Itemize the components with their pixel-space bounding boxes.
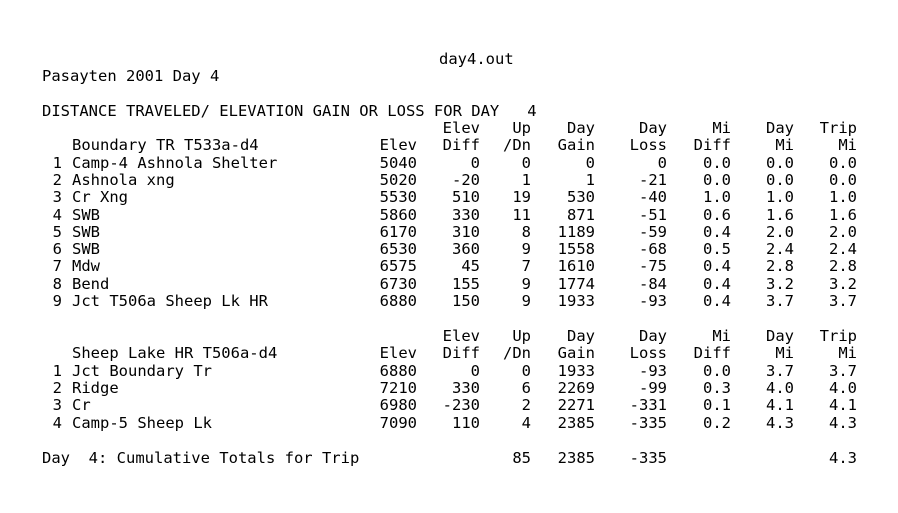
table-cell: 6530 <box>379 240 417 259</box>
row-number: 2 <box>52 170 62 189</box>
table-cell: 3.7 <box>766 292 794 310</box>
table-cell: 530 <box>567 188 595 207</box>
table-cell: 2385 <box>557 413 595 432</box>
table-row <box>0 206 898 224</box>
point-name: Cr <box>72 396 91 415</box>
table-cell: 9 <box>521 274 531 293</box>
table-cell: 1 <box>585 170 595 189</box>
column-header: Day <box>639 119 667 137</box>
table-cell: 5020 <box>379 170 417 189</box>
table-cell: 0.6 <box>703 205 731 224</box>
table-cell: 0.4 <box>703 222 731 241</box>
table-cell: 1.0 <box>766 188 794 207</box>
table-cell: -335 <box>629 413 667 432</box>
table-cell: -93 <box>639 292 667 310</box>
table-cell: 510 <box>452 188 480 207</box>
column-header: Mi <box>838 136 857 155</box>
totals-label: Day 4: Cumulative Totals for Trip <box>42 449 360 467</box>
row-number: 4 <box>52 413 62 432</box>
column-header: Mi <box>712 119 731 137</box>
table-cell: 6170 <box>379 222 417 241</box>
table-cell: 4.0 <box>829 378 857 397</box>
table-row <box>0 188 898 206</box>
column-header: Day <box>766 119 794 137</box>
column-header: Elev <box>442 119 480 137</box>
table-cell: 4.1 <box>829 396 857 415</box>
table-row <box>0 379 898 397</box>
report-title: Pasayten 2001 Day 4 <box>42 67 220 85</box>
table-cell: -40 <box>639 188 667 207</box>
table-cell: 5860 <box>379 205 417 224</box>
row-number: 6 <box>52 240 62 259</box>
table-cell: 0.0 <box>703 361 731 380</box>
table-cell: 360 <box>452 240 480 259</box>
table-cell: 5530 <box>379 188 417 207</box>
table-cell: 4.3 <box>766 413 794 432</box>
row-number: 3 <box>52 396 62 415</box>
table-row <box>0 223 898 241</box>
table-row <box>0 257 898 275</box>
table-cell: 9 <box>521 292 531 310</box>
totals-day-loss: -335 <box>629 449 667 467</box>
table-cell: 3.2 <box>766 274 794 293</box>
table-cell: 6730 <box>379 274 417 293</box>
point-name: Ridge <box>72 378 119 397</box>
table-cell: 2.8 <box>766 257 794 276</box>
totals-up-dn: 85 <box>512 449 531 467</box>
segment-header <box>0 344 898 362</box>
table-cell: 4.0 <box>766 378 794 397</box>
table-cell: 330 <box>452 205 480 224</box>
table-cell: 0.4 <box>703 274 731 293</box>
segment-name: Boundary TR T533a-d4 <box>72 136 259 155</box>
column-header: Elev <box>442 327 480 345</box>
table-row <box>0 154 898 172</box>
table-cell: 0 <box>470 153 480 172</box>
row-number: 1 <box>52 361 62 380</box>
point-name: SWB <box>72 205 100 224</box>
row-number: 7 <box>52 257 62 276</box>
table-cell: 0.0 <box>829 170 857 189</box>
column-header: Up <box>512 327 531 345</box>
table-cell: 871 <box>567 205 595 224</box>
table-cell: 155 <box>452 274 480 293</box>
column-header: Day <box>639 327 667 345</box>
table-cell: 330 <box>452 378 480 397</box>
point-name: Cr Xng <box>72 188 128 207</box>
table-cell: 0.3 <box>703 378 731 397</box>
table-cell: 2.4 <box>829 240 857 259</box>
table-cell: 0.4 <box>703 292 731 310</box>
point-name: Camp-4 Ashnola Shelter <box>72 153 278 172</box>
table-cell: 0.0 <box>703 170 731 189</box>
column-header: Trip <box>819 119 857 137</box>
table-cell: 9 <box>521 240 531 259</box>
table-cell: -68 <box>639 240 667 259</box>
column-header: Gain <box>557 136 595 155</box>
table-cell: -331 <box>629 396 667 415</box>
table-cell: -230 <box>442 396 480 415</box>
point-name: Bend <box>72 274 110 293</box>
column-header: Day <box>766 327 794 345</box>
table-cell: 8 <box>521 222 531 241</box>
table-cell: 0 <box>521 153 531 172</box>
table-cell: -84 <box>639 274 667 293</box>
column-header-top <box>0 119 898 137</box>
column-header: Mi <box>775 344 794 363</box>
table-cell: 0.0 <box>766 153 794 172</box>
table-cell: -59 <box>639 222 667 241</box>
table-cell: 2.4 <box>766 240 794 259</box>
column-header: Diff <box>442 136 480 155</box>
table-cell: 0.1 <box>703 396 731 415</box>
report-title-line <box>0 49 898 85</box>
table-row <box>0 362 898 380</box>
table-cell: 4 <box>521 413 531 432</box>
row-number: 4 <box>52 205 62 224</box>
table-cell: 5040 <box>379 153 417 172</box>
table-cell: -51 <box>639 205 667 224</box>
column-header: Loss <box>629 136 667 155</box>
point-name: Jct T506a Sheep Lk HR <box>72 292 268 310</box>
table-cell: 2.0 <box>766 222 794 241</box>
file-title-line <box>0 32 898 68</box>
column-header: Loss <box>629 344 667 363</box>
column-header: Diff <box>693 344 731 363</box>
column-header: Elev <box>379 136 417 155</box>
table-cell: 1933 <box>557 292 595 310</box>
table-cell: 0.0 <box>829 153 857 172</box>
table-cell: 3.7 <box>766 361 794 380</box>
column-header: Trip <box>819 327 857 345</box>
point-name: SWB <box>72 222 100 241</box>
table-cell: 7 <box>521 257 531 276</box>
table-cell: 0 <box>657 153 667 172</box>
table-row <box>0 414 898 432</box>
totals-day-gain: 2385 <box>557 449 595 467</box>
column-header: Gain <box>557 344 595 363</box>
table-row <box>0 396 898 414</box>
column-header: Diff <box>693 136 731 155</box>
table-cell: 0.4 <box>703 257 731 276</box>
table-cell: -99 <box>639 378 667 397</box>
table-cell: 310 <box>452 222 480 241</box>
table-cell: 1558 <box>557 240 595 259</box>
segment-header <box>0 136 898 154</box>
table-cell: 2.8 <box>829 257 857 276</box>
point-name: Ashnola xng <box>72 170 175 189</box>
table-cell: 1933 <box>557 361 595 380</box>
table-cell: 45 <box>461 257 480 276</box>
point-name: Camp-5 Sheep Lk <box>72 413 212 432</box>
table-row <box>0 292 898 310</box>
column-header: Mi <box>775 136 794 155</box>
table-cell: 1189 <box>557 222 595 241</box>
table-cell: 7210 <box>379 378 417 397</box>
table-cell: 0 <box>521 361 531 380</box>
table-cell: 3.7 <box>829 292 857 310</box>
table-cell: 6575 <box>379 257 417 276</box>
row-number: 5 <box>52 222 62 241</box>
column-header: Diff <box>442 344 480 363</box>
table-cell: 6 <box>521 378 531 397</box>
point-name: Mdw <box>72 257 100 276</box>
table-cell: 2271 <box>557 396 595 415</box>
table-cell: 11 <box>512 205 531 224</box>
row-number: 3 <box>52 188 62 207</box>
table-cell: 2269 <box>557 378 595 397</box>
table-cell: 1610 <box>557 257 595 276</box>
column-header: Mi <box>712 327 731 345</box>
table-cell: 6880 <box>379 292 417 310</box>
table-cell: 0 <box>470 361 480 380</box>
table-cell: -21 <box>639 170 667 189</box>
point-name: SWB <box>72 240 100 259</box>
row-number: 9 <box>52 292 62 310</box>
table-cell: 3.7 <box>829 361 857 380</box>
table-row <box>0 240 898 258</box>
segment-name: Sheep Lake HR T506a-d4 <box>72 344 278 363</box>
table-cell: 2 <box>521 396 531 415</box>
table-cell: 1.0 <box>829 188 857 207</box>
table-cell: 7090 <box>379 413 417 432</box>
table-cell: 2.0 <box>829 222 857 241</box>
table-cell: 0.5 <box>703 240 731 259</box>
table-row <box>0 171 898 189</box>
column-header: Up <box>512 119 531 137</box>
table-cell: 0.0 <box>766 170 794 189</box>
row-number: 1 <box>52 153 62 172</box>
table-cell: -20 <box>452 170 480 189</box>
column-header: Mi <box>838 344 857 363</box>
table-cell: 1774 <box>557 274 595 293</box>
column-header: Day <box>567 327 595 345</box>
table-cell: -75 <box>639 257 667 276</box>
section-heading-line <box>0 84 898 120</box>
table-cell: 4.1 <box>766 396 794 415</box>
point-name: Jct Boundary Tr <box>72 361 212 380</box>
table-cell: 0.2 <box>703 413 731 432</box>
table-cell: 3.2 <box>829 274 857 293</box>
table-cell: 1.6 <box>766 205 794 224</box>
column-header: /Dn <box>503 344 531 363</box>
file-title: day4.out <box>439 50 514 68</box>
table-cell: 1.0 <box>703 188 731 207</box>
table-cell: 150 <box>452 292 480 310</box>
totals-trip-mi: 4.3 <box>829 449 857 467</box>
table-cell: 1 <box>521 170 531 189</box>
column-header: /Dn <box>503 136 531 155</box>
column-header: Day <box>567 119 595 137</box>
row-number: 2 <box>52 378 62 397</box>
table-cell: -93 <box>639 361 667 380</box>
table-cell: 6980 <box>379 396 417 415</box>
row-number: 8 <box>52 274 62 293</box>
table-cell: 0.0 <box>703 153 731 172</box>
table-row <box>0 275 898 293</box>
totals-row <box>0 449 898 467</box>
table-cell: 1.6 <box>829 205 857 224</box>
table-cell: 4.3 <box>829 413 857 432</box>
table-cell: 110 <box>452 413 480 432</box>
column-header-top <box>0 327 898 345</box>
table-cell: 0 <box>585 153 595 172</box>
column-header: Elev <box>379 344 417 363</box>
table-cell: 19 <box>512 188 531 207</box>
table-cell: 6880 <box>379 361 417 380</box>
section-heading: DISTANCE TRAVELED/ ELEVATION GAIN OR LOSS FOR DAY 4 <box>42 102 537 120</box>
